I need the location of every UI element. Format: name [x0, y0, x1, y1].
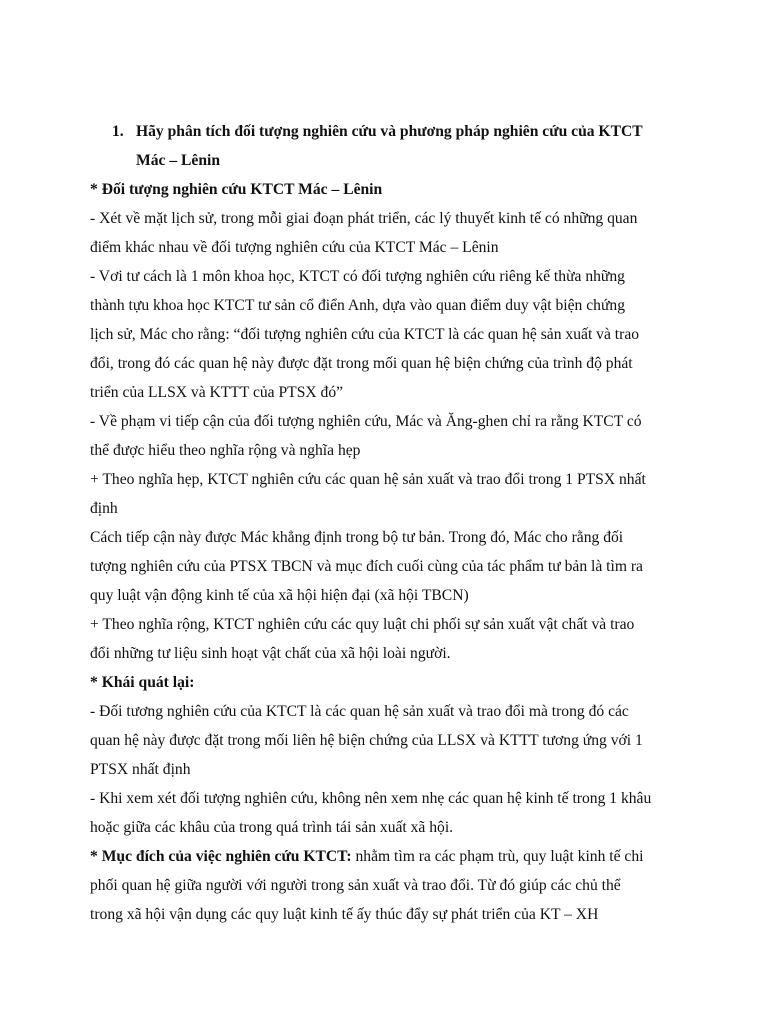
text-line: Cách tiếp cận này được Mác khẳng định trong bộ tư bản. Trong đó, Mác cho rằng đối [90, 529, 624, 546]
section-heading-summary: * Khái quát lại: [90, 674, 195, 691]
paragraph-broad-sense [90, 610, 690, 668]
question-line-2: Mác – Lênin [136, 152, 221, 169]
question-line-1: Hãy phân tích đối tượng nghiên cứu và phương pháp nghiên cứu của KTCT [136, 123, 643, 140]
text-line: + Theo nghĩa hẹp, KTCT nghiên cứu các quan hệ sản xuất và trao đổi trong 1 PTSX nhất [90, 471, 646, 488]
text-line: + Theo nghĩa rộng, KTCT nghiên cứu các quy luật chi phối sự sản xuất vật chất và trao [90, 616, 635, 633]
section-heading-object: * Đối tượng nghiên cứu KTCT Mác – Lênin [90, 181, 383, 198]
text-line: quan hệ này được đặt trong mối liên hệ biện chứng của LLSX và KTTT tương ứng với 1 [90, 732, 643, 749]
text-line: đổi những tư liệu sinh hoạt vật chất của xã hội loài người. [90, 645, 451, 662]
text-line: phối quan hệ giữa người với người trong sản xuất và trao đổi. Từ đó giúp các chủ thể [90, 877, 621, 894]
text-line: tượng nghiên cứu của PTSX TBCN và mục đích cuối cùng của tác phẩm tư bản là tìm ra [90, 558, 643, 575]
paragraph-purpose [90, 842, 690, 929]
paragraph-science [90, 262, 690, 407]
text-line: - Vơi tư cách là 1 môn khoa học, KTCT có đối tượng nghiên cứu riêng kế thừa những [90, 268, 625, 285]
text-line: điểm khác nhau về đối tượng nghiên cứu của KTCT Mác – Lênin [90, 239, 499, 256]
text-line: đổi, trong đó các quan hệ này được đặt trong mối quan hệ biện chứng của trình độ phát [90, 355, 633, 372]
document-page [90, 117, 690, 929]
text-line: định [90, 500, 118, 517]
purpose-text: nhằm tìm ra các phạm trù, quy luật kinh tế chi [351, 848, 644, 865]
paragraph-summary-object [90, 697, 690, 784]
paragraph-history [90, 204, 690, 262]
text-line: - Về phạm vi tiếp cận của đối tượng nghiên cứu, Mác và Ăng-ghen chỉ ra rằng KTCT có [90, 413, 642, 430]
text-line: trong xã hội vận dụng các quy luật kinh tế ấy thúc đẩy sự phát triển của KT – XH [90, 906, 599, 923]
purpose-label: * Mục đích của việc nghiên cứu KTCT: [90, 848, 352, 865]
text-line: quy luật vận động kinh tế của xã hội hiện đại (xã hội TBCN) [90, 587, 469, 604]
question-heading [90, 117, 690, 175]
text-line: thành tựu khoa học KTCT tư sản cổ điển Anh, dựa vào quan điểm duy vật biện chứng [90, 297, 626, 314]
paragraph-narrow-sense [90, 465, 690, 523]
text-line: thể được hiểu theo nghĩa rộng và nghĩa hẹp [90, 442, 361, 459]
paragraph-summary-note [90, 784, 690, 842]
question-number: 1. [112, 123, 124, 140]
paragraph-scope [90, 407, 690, 465]
text-line: lịch sử, Mác cho rằng: “đối tượng nghiên cứu của KTCT là các quan hệ sản xuất và trao [90, 326, 640, 343]
text-line: triển của LLSX và KTTT của PTSX đó” [90, 384, 344, 401]
text-line: PTSX nhất định [90, 761, 191, 778]
text-line: - Đối tương nghiên cứu của KTCT là các quan hệ sản xuất và trao đổi mà trong đó các [90, 703, 629, 720]
paragraph-approach [90, 523, 690, 610]
text-line: hoặc giữa các khâu của trong quá trình tái sản xuất xã hội. [90, 819, 454, 836]
text-line: - Xét về mặt lịch sử, trong mỗi giai đoạn phát triển, các lý thuyết kinh tế có những quan [90, 210, 638, 227]
text-line [90, 842, 690, 871]
text-line: - Khi xem xét đối tượng nghiên cứu, không nên xem nhẹ các quan hệ kinh tế trong 1 khâu [90, 790, 652, 807]
